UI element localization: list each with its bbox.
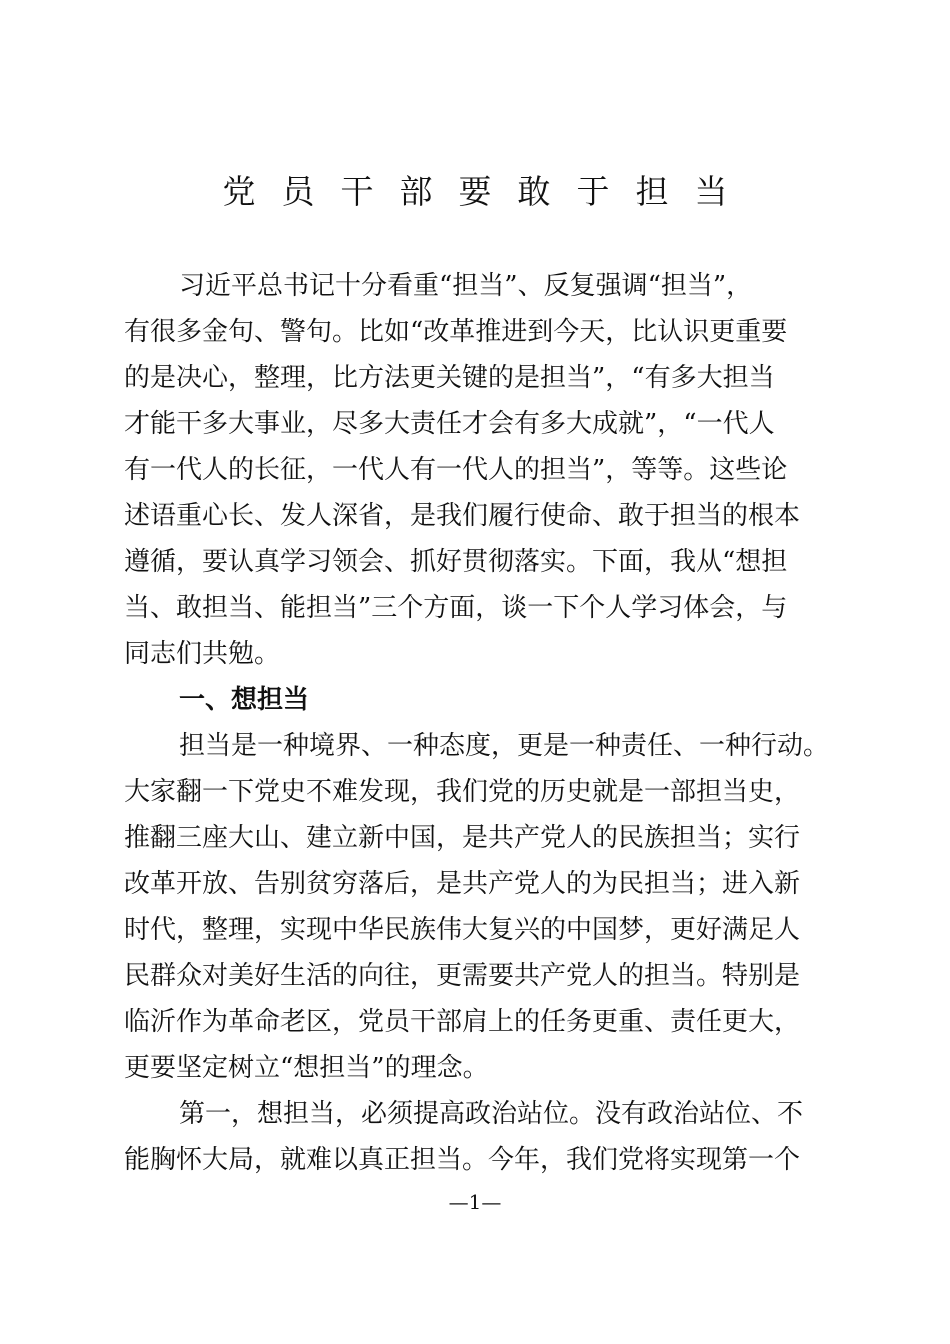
body-line: 更要坚定树立“想担当”的理念。 (124, 1053, 489, 1083)
body-line: 第一，想担当，必须提高政治站位。没有政治站位、不 (179, 1099, 804, 1129)
body-line: 有很多金句、警句。比如“改革推进到今天，比认识更重要 (124, 317, 788, 347)
body-line: 述语重心长、发人深省，是我们履行使命、敢于担当的根本 (124, 501, 801, 531)
body-line: 能胸怀大局，就难以真正担当。今年，我们党将实现第一个 (124, 1145, 801, 1175)
body-line: 民群众对美好生活的向往，更需要共产党人的担当。特别是 (124, 961, 801, 991)
body-line: 当、敢担当、能担当”三个方面，谈一下个人学习体会，与 (124, 593, 788, 623)
body-line: 有一代人的长征，一代人有一代人的担当”，等等。这些论 (124, 455, 788, 485)
body-line: 同志们共勉。 (124, 639, 281, 669)
body-line: 才能干多大事业，尽多大责任才会有多大成就”，“一代人 (124, 409, 775, 439)
body-line: 时代，整理，实现中华民族伟大复兴的中国梦，更好满足人 (124, 915, 801, 945)
body-line: 习近平总书记十分看重“担当”、反复强调“担当”， (179, 271, 753, 301)
section-heading: 一、想担当 (179, 685, 310, 715)
body-line: 遵循，要认真学习领会、抓好贯彻落实。下面，我从“想担 (124, 547, 788, 577)
body-line: 改革开放、告别贫穷落后，是共产党人的为民担当；进入新 (124, 869, 801, 899)
body-line: 大家翻一下党史不难发现，我们党的历史就是一部担当史， (124, 777, 801, 807)
document-title: 党员干部要敢于担当 (222, 172, 754, 211)
page-number: —1— (448, 1190, 502, 1214)
body-line: 的是决心，整理，比方法更关键的是担当”，“有多大担当 (124, 363, 775, 393)
body-line: 担当是一种境界、一种态度，更是一种责任、一种行动。 (179, 731, 830, 761)
body-line: 临沂作为革命老区，党员干部肩上的任务更重、责任更大， (124, 1007, 801, 1037)
body-line: 推翻三座大山、建立新中国，是共产党人的民族担当；实行 (124, 823, 801, 853)
